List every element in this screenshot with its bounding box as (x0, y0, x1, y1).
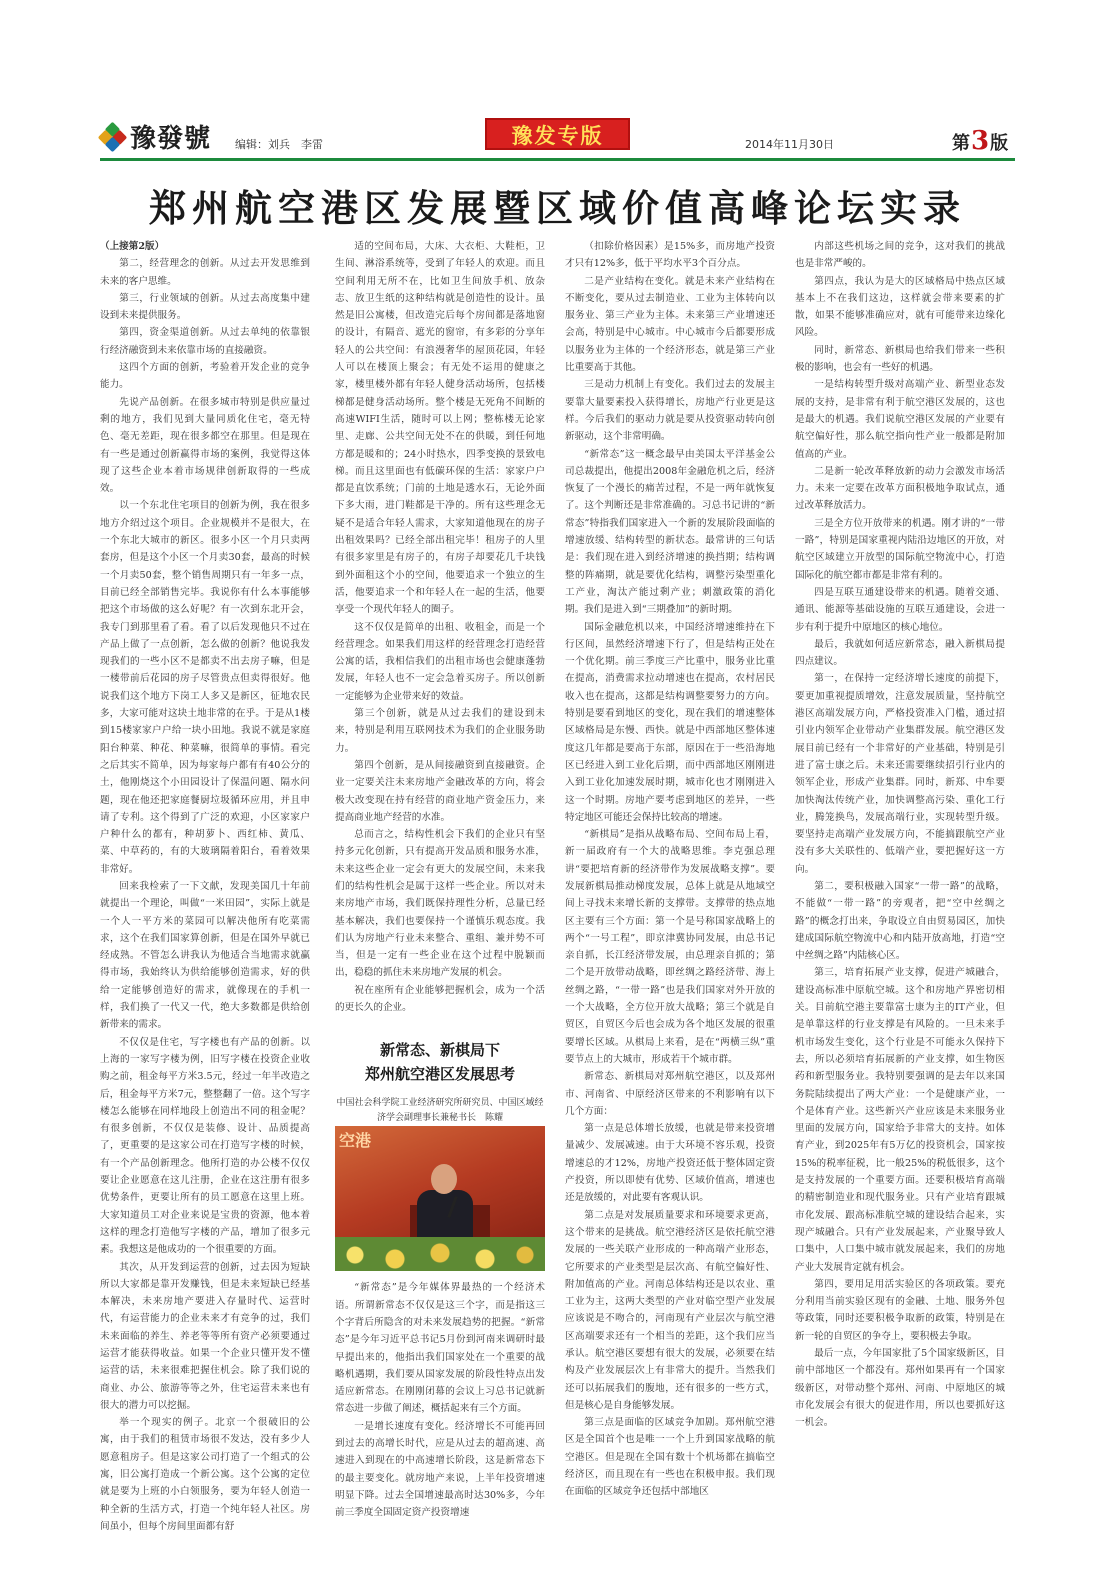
paragraph: 适的空间布局，大床、大衣柜、大鞋柜，卫生间、淋浴系统等，受到了年轻人的欢迎。而且空间利用无所不在，比如卫生间放手机、放杂志、放卫生纸的这种结构就是创造性的设计。虽然是旧公寓楼，但改造完后每个房间都是落地窗的设计，有隔音、遮光的窗帘，有多彩的分享年轻人的公共空间：有浪漫奢华的屋顶花园，年轻人可以在楼顶上聚会；有无处不运用的健康之家，楼里楼外都有年轻人健身活动场所，包括楼梯都是健身活动场所。整个楼是无死角不间断的高速WIFI生活，随时可以上网；整栋楼无论家里、走廊、公共空间无处不在的供暖，到任何地方都是暖和的；24小时热水，四季变换的景致电梯。而且这里面也有低碳环保的生活：家家户户都是直饮系统；门前的土地是透水石，无论外面下多大雨，进门鞋都是干净的。所有这些理念无疑不是适合年轻人需求，大家知道他现在的房子出租效果吗？已经全部出租完毕！租房子的人里有很多家里是有房子的，有房子却要花几千块钱到外面租这个小的空间，他要追求一个独立的生活，他要追求一个和年轻人在一起的生活，他要享受一个现代年轻人的圈子。 (335, 241, 545, 616)
paragraph: 这不仅仅是简单的出租、收租金，而是一个经营理念。如果我们用这样的经营理念打造经营公寓的话，我相信我们的出租市场也会健康蓬勃发展，年轻人也不一定会急着买房子。所以创新一定能够为企业带来好的效益。 (335, 621, 545, 702)
paragraph: 一是结构转型升级对高端产业、新型业态发展的支持，是非常有利于航空港区发展的，这也是最大的机遇。我们说航空港区发展的产业要有航空偏好性，那么航空指向性产业一般都是附加值高的产业。 (795, 379, 1005, 460)
paragraph: “新棋局”是指从战略布局、空间布局上看，新一届政府有一个大的战略思维。李克强总理讲“要把培育新的经济带作为发展战略支撑”。要发展新棋局推动梯度发展，总体上就是从地域空间上寻找未来增长新的支撑带。支撑带的热点地区主要有三个方面：第一个是号称国家战略上的两个“一号工程”，即京津冀协同发展，由总书记亲自抓，长江经济带发展，由总理亲自抓的；第二个是开放带动战略，即丝绸之路经济带、海上丝绸之路，“一带一路”也是我们国家对外开放的一个大战略，全方位开放大战略；第三个就是自贸区，自贸区今后也会成为各个地区发展的很重要增长区域。从棋局上来看，是在“两横三纵”重要节点上的大城市，形成若干个城市群。 (565, 829, 775, 1065)
paragraph: 内部这些机场之间的竞争，这对我们的挑战也是非常严峻的。 (795, 241, 1005, 270)
column-4 (795, 238, 1005, 1578)
paragraph: 第四个创新，是从间接融资到直接融资。企业一定要关注未来房地产金融改革的方向，将会极大改变现在持有经营的商业地产资金压力，来提高商业地产经营的水准。 (335, 759, 545, 823)
paragraph: 第四点，我认为是大的区域格局中热点区域基本上不在我们这边，这样就会带来要素的扩散，如果不能够准确应对，就有可能带来边缘化风险。 (795, 275, 1005, 339)
paragraph: 新常态、新棋局对郑州航空港区，以及郑州市、河南省、中原经济区带来的不利影响有以下几个方面： (565, 1071, 775, 1117)
sub-article-byline: 中国社会科学院工业经济研究所研究员、中国区域经济学会副理事长兼秘书长 陈耀 (336, 1098, 544, 1124)
paragraph: “新常态”这一概念最早由美国太平洋基金公司总裁提出，他提出2008年金融危机之后，经济恢复了一个漫长的痛苦过程，不是一两年就恢复了。这个判断还是非常准确的。习总书记讲的“新常态”特指我们国家进入一个新的发展阶段面临的增速放缓、结构转型的新状态。最常讲的三句话是：我们现在进入到经济增速的换挡期；结构调整的阵痛期，就是要优化结构，调整污染型重化工产业，淘汰产能过剩产业；刺激政策的消化期。我们是进入到“三期叠加”的新时期。 (565, 448, 775, 616)
paragraph: 这四个方面的创新，考验着开发企业的竞争能力。 (100, 362, 310, 391)
paragraph: 三是全方位开放带来的机遇。刚才讲的“一带一路”，特别是国家重视内陆沿边地区的开放，对航空区域建立开放型的国际航空物流中心，打造国际化的航空都市都是非常有利的。 (795, 517, 1005, 581)
column-1 (100, 238, 310, 1578)
page-number: 第3版 (952, 126, 1009, 156)
paragraph: 第三点是面临的区域竞争加剧。郑州航空港区是全国首个也是唯一一个上升到国家战略的航空港区。但是现在全国有数十个机场都在搞临空经济区，而且现在有一些也在积极申报。我们现在面临的区域竞争还包括中部地区 (565, 1417, 775, 1498)
newspaper-logo (100, 118, 211, 155)
paragraph: 国际金融危机以来，中国经济增速维持在下行区间，虽然经济增速下行了，但是结构正处在一个优化期。前三季度三产比重中，服务业比重在提高，消费需求拉动增速也在提高，农村居民收入也在提高，这都是结构调整要努力的方向。特别是要看到地区的变化，现在我们的增速整体区域格局是东慢、西快。就是中西部地区整体速度这几年都是要高于东部，原因在于一些沿海地区已经进入到工业化后期，而中西部地区刚刚进入到工业化加速发展时期，城市化也才刚刚进入这一个时期。房地产要考虑到地区的差异，一些特定地区可能还会保持比较高的增速。 (565, 621, 775, 823)
paragraph: 同时，新常态、新棋局也给我们带来一些积极的影响，也会有一些好的机遇。 (795, 344, 1005, 374)
paragraph: 最后一点，今年国家批了5个国家级新区，目前中部地区一个都没有。郑州如果再有一个国家级新区，对带动整个郑州、河南、中原地区的城市化发展会有很大的促进作用，所以也要抓好这一机会。 (795, 1348, 1005, 1429)
paragraph: 总而言之，结构性机会下我们的企业只有坚持多元化创新，只有提高开发品质和服务水准，未来这些企业一定会有更大的发展空间，未来我们的结构性机会是属于这样一些企业。所以对未来房地产市场，我们既保持理性分析，总量已经基本解决，我们也要保持一个谨慎乐观态度。我们认为房地产行业未来整合、重组、兼并势不可当，但是一定有一些企业在这个过程中脱颖而出，稳稳的抓住未来房地产发展的机会。 (335, 829, 545, 979)
paragraph: 二是产业结构在变化。就是未来产业结构在不断变化，要从过去制造业、工业为主体转向以服务业、第三产业为主体。未来第三产业增速还会高，特别是中心城市。中心城市今后都要形成以服务业为主体的一个经济形态，就是第三产业比重要高于其他。 (565, 275, 775, 374)
paragraph: 以一个东北住宅项目的创新为例，我在很多地方介绍过这个项目。企业规模并不是很大，在一个东北大城市的新区。很多小区一个月只卖两套房，但是这个小区一个月卖30套，最高的时候一个月卖50套，整个销售周期只有一年多一点，目前已经全部销售完毕。我说你有什么本事能够把这个市场做的这么好呢？有一次到东北开会，我专门到那里看了看。看了以后发现他只不过在产品上做了一点创新，怎么做的创新？他说我发现我们的一些小区不是都卖不出去房子嘛，但是一楼带前后花园的房子尽管贵点但卖得很好。他说我们这个地方下岗工人多又是新区，征地农民多，大家可能对这块土地非常的在乎。于是从1楼到15楼家家户户给一块小田地。我说不就是家庭阳台种菜、种花、种菜嘛，很简单的事情。看完之后其实不简单，因为每家每户都有有40公分的土，他刚烧这个小田园设计了保温问题、隔水问题，现在他还把家庭餐厨垃圾循环应用，并且申请了专利。这个得到了广泛的欢迎，小区家家户户种什么的都有，种胡萝卜、西红柿、黄瓜、菜、中草药的，有的大玻璃隔着阳台，看着效果非常好。 (100, 500, 310, 875)
logo-text: 豫發號 (130, 124, 212, 154)
paragraph: 第二点是对发展质量要求和环境要求更高，这个带来的是挑战。航空港经济区是依托航空港发展的一些关联产业形成的一种高端产业形态，它所要求的产业类型是层次高、有航空偏好性、附加值高的产业。河南总体结构还是以农业、重工业为主，这两大类型的产业对临空型产业发展应该说是不吻合的，河南现有产业层次与航空港区高端要求还有一个相当的差距，这个我们应当承认。航空港区要想有很大的发展，必须要在结构及产业发展层次上有非常大的提升。当然我们还可以拓展我们的腹地，还有很多的一些方式，但是核心是自身能够发展。 (565, 1209, 775, 1411)
paragraph: 第一，在保持一定经济增长速度的前提下，要更加重视提质增效，注意发展质量，坚持航空港区高端发展方向，严格投资准入门槛，通过招引业内领军企业带动产业集群发展。航空港区发展目前已经有一个非常好的产业基础，特别是引进了富士康之后。未来还需要继续招引行业内的领军企业，形成产业集群。同时，新郑、中牟要加快淘汰传统产业，加快调整高污染、重化工行业，腾笼换鸟，发展高端行业，实现转型升级。要坚持走高端产业发展方向，不能搞跟航空产业没有多大关联性的、低端产业，要把握好这一方向。 (795, 673, 1005, 875)
page-number-digit: 3 (971, 126, 990, 156)
paragraph: 其次，从开发到运营的创新，过去因为短缺所以大家都是靠开发赚钱，但是未来短缺已经基本解决，未来房地产要进入存量时代、运营时代，有运营能力的企业未来才有竞争的过，我们未来面临的养生、养老等等所有资产必须要通过运营才能获得收益。如果一个企业只懂开发不懂运营的话，未来很难把握住机会。除了我们说的商业、办公、旅游等等之外，住宅运营未来也有很大的潜力可以挖掘。 (100, 1261, 310, 1411)
issue-date: 2014年11月30日 (745, 138, 834, 151)
speaker-photo (335, 1126, 545, 1271)
editor-credits: 编辑：刘兵 李雷 (235, 138, 323, 151)
paragraph: 第四，资金渠道创新。从过去单纯的依靠银行经济融资到未来依靠市场的直接融资。 (100, 327, 310, 356)
paragraph: 四是互联互通建设带来的机遇。随着交通、通讯、能源等基础设施的互联互通建设，会进一步有利于提升中原地区的核心地位。 (795, 586, 1005, 633)
paragraph: 不仅仅是住宅，写字楼也有产品的创新。以上海的一家写字楼为例，旧写字楼在投资企业收购之前，租金每平方米3.5元，经过一年半改造之后，租金每平方米7元，整整翻了一倍。这个写字楼怎么能够在同样地段上创造出不同的租金呢？有很多创新，不仅仅是装修、设计、品质提高了，更重要的是这家公司在打造写字楼的时候，有一个产品创新理念。他所打造的办公楼不仅仅要让企业愿意在这儿注册，企业在这注册有很多优势条件，更要让所有的员工愿意在这里上班。大家知道员工对企业来说是宝贵的资源，他本着这样的理念打造他写字楼的产品，增加了很多元素。我想这是他成功的一个很重要的方面。 (100, 1036, 310, 1256)
paragraph: （扣除价格因素）是15%多，而房地产投资才只有12%多，低于平均水平3个百分点。 (565, 241, 775, 270)
paragraph: 最后，我就如何适应新常态，融入新棋局提四点建议。 (795, 638, 1005, 668)
paragraph: 第三，培育拓展产业支撑，促进产城融合，建设高标准中原航空城。这个和房地产界密切相关。目前航空港主要靠富士康为主的IT产业，但是单靠这样的行业支撑是有风险的。一旦未来手机市场发生变化，这个行业是不可能永久保持下去，所以必须培育拓展新的产业支撑，如生物医药和新型服务业。我特别要强调的是去年以来国务院陆续提出了两大产业：一个是健康产业，一个是体育产业。这些新兴产业应该是未来服务业里面的发展方向，国家给予非常大的支持。如体育产业，到2025年有5万亿的投资机会，国家按15%的税率征税，比一般25%的税低很多，这个是支持发展的一个重要方面。还要积极培育高端的精密制造业和现代服务业。只有产业培育跟城市化发展、跟高标准航空城的建设结合起来，实现产城融合。只有产业发展起来，产业聚导致人口集中，人口集中城市就发展起来，我们的房地产业大发展肯定就有机会。 (795, 967, 1005, 1273)
paragraph: 三是动力机制上有变化。我们过去的发展主要靠大量要素投入获得增长，房地产行业更是这样。今后我们的驱动力就是要从投资驱动转向创新驱动，这个非常明确。 (565, 379, 775, 443)
paragraph: 第二，经营理念的创新。从过去开发思维到未来的客户思维。 (100, 258, 310, 287)
paragraph: 先说产品创新。在很多城市特别是供应量过剩的地方，我们见到大量同质化住宅，毫无特色、毫无差距，现在很多都空在那里。但是现在有一些是通过创新赢得市场的案例，我觉得这体现了这些企业本着市场规律创新取得的一些成效。 (100, 396, 310, 495)
paragraph: （上接第2版） (100, 241, 165, 252)
column-2 (335, 238, 545, 1578)
paragraph: 回来我检索了一下文献，发现美国几十年前就提出一个理论，叫做“一米田园”，实际上就是一个人一平方米的菜园可以解决他所有吃菜需求，这个在我们国家算创新，但是在国外早就已经成熟。不管怎么讲我认为他适合当地需求就赢得市场，我始终认为供给能够创造需求，好的供给一定能够创造好的需求，就像现在的手机一样，我们换了一代又一代，绝大多数都是供给创新带来的需求。 (100, 880, 310, 1031)
paragraph: 第四，要用足用活实验区的各项政策。要充分利用当前实验区现有的金融、土地、服务外包等政策，同时还要积极争取新的政策，特别是在新一轮的自贸区的争夺上，要积极去争取。 (795, 1278, 1005, 1342)
paragraph: 第二，要积极融入国家“一带一路”的战略，不能做“一带一路”的旁观者，把“空中丝绸之路”的概念打出来，争取设立自由贸易园区，加快建成国际航空物流中心和内陆开放高地，打造“空中丝绸之路”内陆核心区。 (795, 880, 1005, 962)
section-banner: 豫发专版 (485, 118, 630, 150)
paragraph: 祝在座所有企业能够把握机会，成为一个活的更长久的企业。 (335, 984, 545, 1014)
paragraph: 第三个创新，就是从过去我们的建设到未来，特别是利用互联网技术为我们的企业服务助力。 (335, 708, 545, 754)
paragraph: 二是新一轮改革释放新的动力会激发市场活力。未来一定要在改革方面积极地争取试点，通过改革释放活力。 (795, 465, 1005, 512)
photo-backdrop-text: 空港 (339, 1131, 372, 1151)
paragraph: “新常态”是今年媒体界最热的一个经济术语。所谓新常态不仅仅是这三个字，而是指这三个字背后所隐含的对未来发展趋势的把握。“新常态”是今年习近平总书记5月份到河南来调研时最早提出来的，他指出我们国家处在一个重要的战略机遇期，我们要从国家发展的阶段性特点出发适应新常态。在刚刚闭幕的会议上习总书记就新常态进一步做了阐述，概括起来有三个方面。 (335, 1282, 545, 1415)
masthead (100, 118, 1015, 158)
paragraph: 第一点是总体增长放缓，也就是带来投资增量减少、发展减速。由于大环境不容乐观，投资增速总的才12%，房地产投资还低于整体固定资产投资，所以即使有优势、区域价值高，增速也还是放缓的，对此要有客观认识。 (565, 1123, 775, 1204)
leaf-icon (100, 124, 126, 150)
page-headline: 郑州航空港区发展暨区域价值高峰论坛实录 (149, 187, 966, 230)
paragraph: 第三，行业领域的创新。从过去高度集中建设到未来提供服务。 (100, 292, 310, 322)
article-body (100, 238, 1015, 1578)
column-3 (565, 238, 775, 1578)
sub-article-title: 新常态、新棋局下 郑州航空港区发展思考 (364, 1041, 515, 1084)
paragraph: 举一个现实的例子。北京一个很破旧的公寓，由于我们的租赁市场很不发达，没有多少人愿意租房子。但是这家公司打造了一个组式的公寓，旧公寓打造成一个新公寓。这个公寓的定位就是要为上班的小白领服务，要为年轻人创造一种全新的生活方式，打造一个纯年轻人社区。房间虽小，但每个房间里面都有舒 (100, 1417, 310, 1532)
masthead-rule (100, 158, 1015, 161)
paragraph: 一是增长速度有变化。经济增长不可能再回到过去的高增长时代，应是从过去的超高速、高速进入到现在的中高速增长阶段，这是新常态下的最主要变化。就房地产来说，上半年投资增速明显下降。过去全国增速最高时达30%多，今年前三季度全国固定资产投资增速 (335, 1420, 545, 1519)
